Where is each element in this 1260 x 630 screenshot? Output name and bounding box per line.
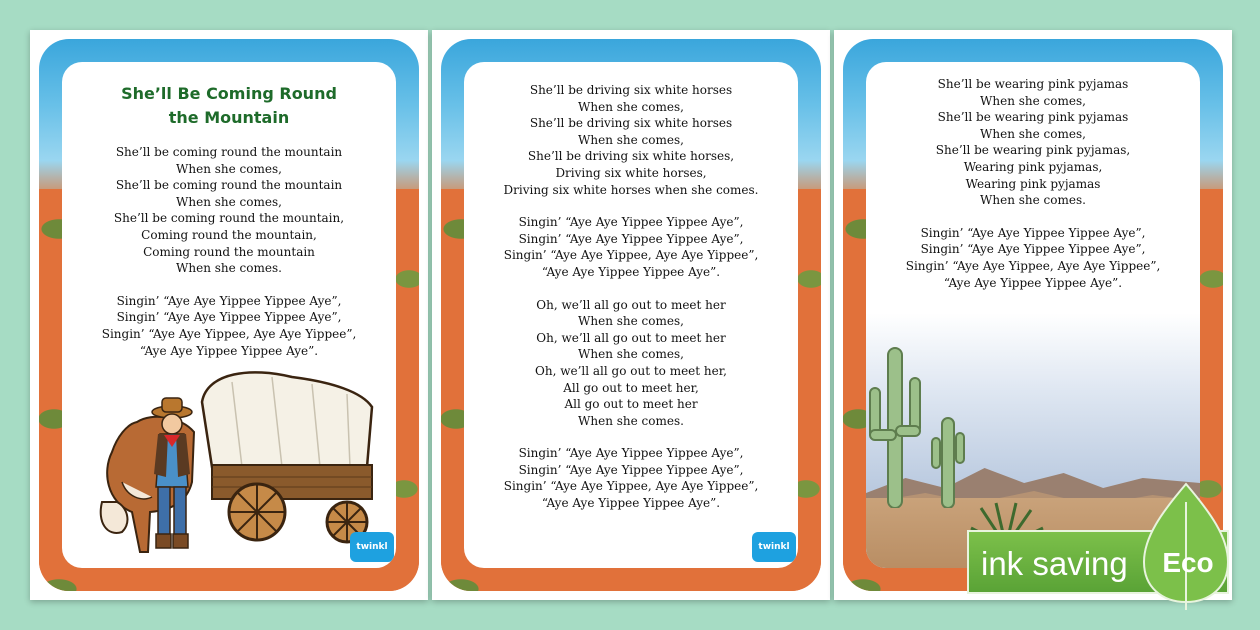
- lyric-line: Oh, we’ll all go out to meet her,: [535, 363, 727, 378]
- lyric-line: She’ll be wearing pink pyjamas,: [935, 143, 1131, 158]
- lyric-line: When she comes.: [578, 413, 684, 428]
- eco-label: Eco: [1162, 547, 1214, 578]
- lyric-line: Oh, we’ll all go out to meet her: [536, 297, 726, 312]
- chorus-block: [866, 225, 1200, 291]
- song-title: [62, 82, 396, 130]
- lyrics-panel-1: [62, 62, 396, 568]
- lyric-line: Singin’ “Aye Aye Yippee Yippee Aye”,: [920, 242, 1146, 257]
- lyric-line: Singin’ “Aye Aye Yippee Yippee Aye”,: [518, 462, 744, 477]
- lyric-line: “Aye Aye Yippee Yippee Aye”.: [139, 343, 319, 358]
- lyric-line: Driving six white horses when she comes.: [503, 182, 759, 197]
- lyric-line: When she comes.: [980, 193, 1086, 208]
- lyric-line: Singin’ “Aye Aye Yippee, Aye Aye Yippee”,: [905, 258, 1161, 273]
- twinkl-logo-icon: twinkl: [752, 532, 796, 562]
- lyric-line: Singin’ “Aye Aye Yippee Yippee Aye”,: [116, 293, 342, 308]
- lyric-line: “Aye Aye Yippee Yippee Aye”.: [541, 496, 721, 511]
- cactus-illustration: [866, 338, 986, 508]
- lyric-line: She’ll be wearing pink pyjamas: [937, 110, 1129, 125]
- ink-saving-label: ink saving: [981, 545, 1128, 582]
- lyric-line: Driving six white horses,: [555, 165, 707, 180]
- chorus-block: [464, 445, 798, 511]
- song-sheet-2: [432, 30, 830, 600]
- lyric-line: When she comes,: [980, 126, 1086, 141]
- lyric-line: She’ll be driving six white horses,: [527, 149, 735, 164]
- lyric-line: Coming round the mountain,: [141, 227, 317, 242]
- chorus-block: [62, 293, 396, 359]
- lyric-line: She’ll be coming round the mountain: [115, 178, 343, 193]
- lyric-line: Singin’ “Aye Aye Yippee Yippee Aye”,: [920, 225, 1146, 240]
- lyric-line: When she comes.: [176, 261, 282, 276]
- lyric-line: Wearing pink pyjamas: [965, 176, 1101, 191]
- lyric-line: When she comes,: [176, 194, 282, 209]
- lyric-line: All go out to meet her,: [563, 380, 699, 395]
- lyric-line: She’ll be coming round the mountain,: [113, 211, 345, 226]
- twinkl-logo-icon: twinkl: [350, 532, 394, 562]
- title-line-1: She’ll Be Coming Round: [121, 84, 337, 103]
- lyric-line: Wearing pink pyjamas,: [963, 159, 1103, 174]
- lyric-line: “Aye Aye Yippee Yippee Aye”.: [943, 275, 1123, 290]
- chorus-block: [464, 214, 798, 280]
- lyric-line: Coming round the mountain: [143, 244, 315, 259]
- lyric-line: She’ll be wearing pink pyjamas: [937, 77, 1129, 91]
- lyric-line: When she comes,: [980, 93, 1086, 108]
- lyric-line: Singin’ “Aye Aye Yippee Yippee Aye”,: [518, 215, 744, 230]
- verse-block: [62, 144, 396, 277]
- verse-block: [464, 82, 798, 198]
- lyric-line: Singin’ “Aye Aye Yippee Yippee Aye”,: [116, 310, 342, 325]
- lyric-line: When she comes,: [578, 132, 684, 147]
- title-line-2: the Mountain: [168, 108, 290, 127]
- lyric-line: When she comes,: [578, 314, 684, 329]
- covered-wagon-illustration: [92, 362, 392, 562]
- lyric-line: All go out to meet her: [564, 397, 698, 412]
- lyric-line: Singin’ “Aye Aye Yippee Yippee Aye”,: [518, 446, 744, 461]
- lyric-line: When she comes,: [578, 99, 684, 114]
- song-sheet-1: [30, 30, 428, 600]
- lyrics-panel-2: [464, 62, 798, 568]
- lyric-line: “Aye Aye Yippee Yippee Aye”.: [541, 264, 721, 279]
- lyric-line: She’ll be driving six white horses: [529, 83, 733, 97]
- desert-border: [441, 39, 821, 591]
- verse-block: [866, 76, 1200, 209]
- lyric-line: Singin’ “Aye Aye Yippee, Aye Aye Yippee”,: [101, 326, 357, 341]
- desert-border: [39, 39, 419, 591]
- lyric-line: Oh, we’ll all go out to meet her: [536, 330, 726, 345]
- lyric-line: She’ll be driving six white horses: [529, 116, 733, 131]
- lyric-line: Singin’ “Aye Aye Yippee Yippee Aye”,: [518, 231, 744, 246]
- lyric-line: When she comes,: [176, 161, 282, 176]
- lyric-line: Singin’ “Aye Aye Yippee, Aye Aye Yippee”,: [503, 248, 759, 263]
- lyric-line: When she comes,: [578, 347, 684, 362]
- verse-block: [464, 297, 798, 430]
- lyric-line: She’ll be coming round the mountain: [115, 145, 343, 159]
- lyric-line: Singin’ “Aye Aye Yippee, Aye Aye Yippee”,: [503, 479, 759, 494]
